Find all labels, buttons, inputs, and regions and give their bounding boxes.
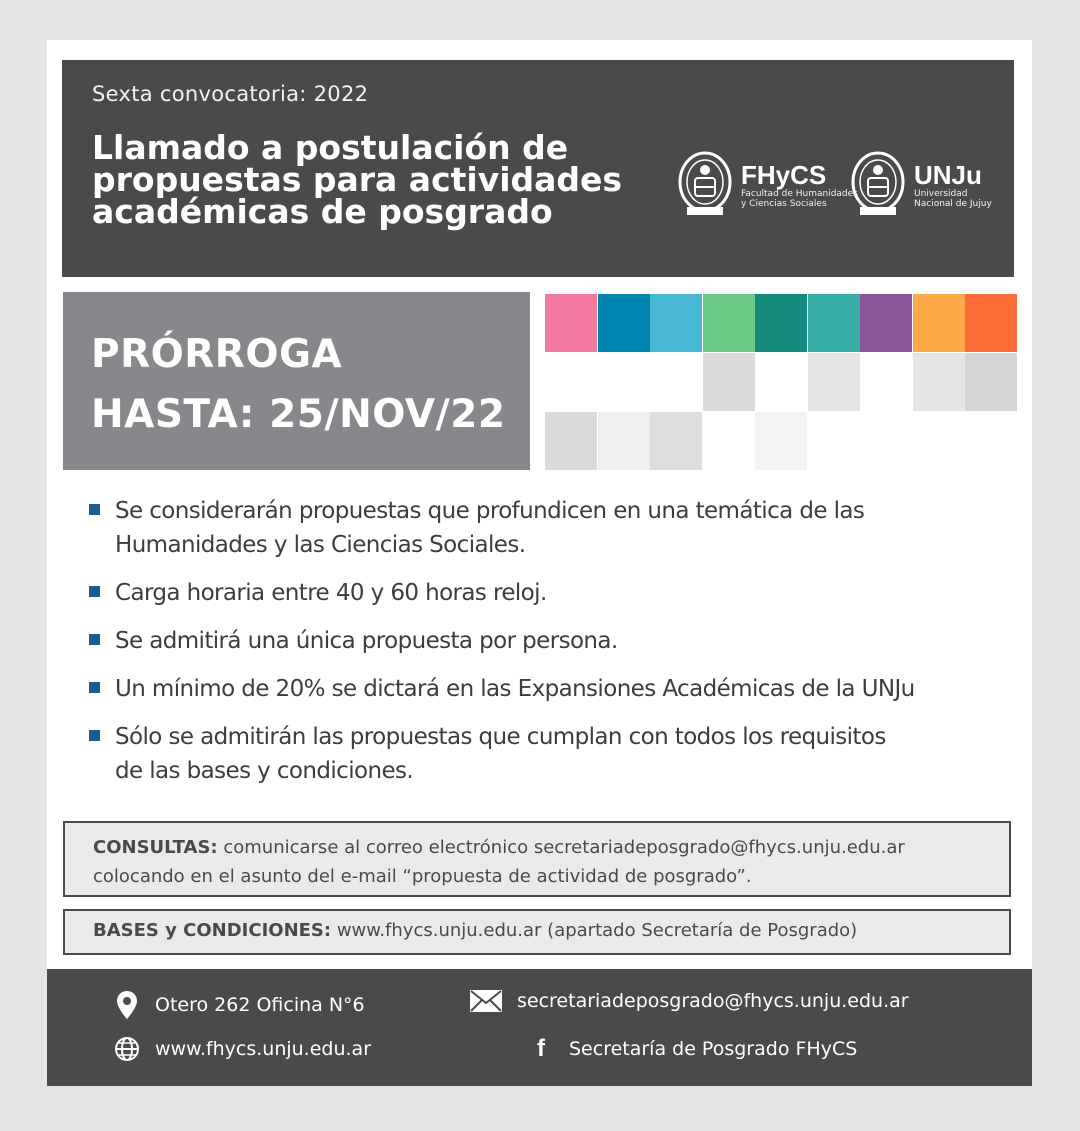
mosaic-color-tile bbox=[545, 294, 597, 352]
list-item-text: Se considerarán propuestas que profundicen en una temática de las Humanidades y las Ciencias Sociales. bbox=[115, 498, 865, 558]
mosaic-color-tile bbox=[650, 294, 702, 352]
unju-logo bbox=[850, 150, 992, 220]
mosaic-gray-tile bbox=[808, 353, 860, 411]
mosaic-gray-tile bbox=[965, 353, 1017, 411]
consultas-label: CONSULTAS: bbox=[93, 837, 218, 858]
unju-logo-subtitle: Universidad Nacional de Jujuy bbox=[914, 189, 992, 209]
mosaic-gray-tile bbox=[598, 412, 650, 470]
list-item-text: Un mínimo de 20% se dictará en las Expansiones Académicas de la UNJu bbox=[115, 676, 915, 702]
list-item bbox=[89, 624, 1009, 658]
mosaic-gray-tile bbox=[545, 412, 597, 470]
website-link[interactable]: www.fhycs.unju.edu.ar bbox=[155, 1038, 372, 1060]
envelope-icon bbox=[469, 987, 503, 1015]
list-item bbox=[89, 720, 1009, 788]
mosaic-gray-tile bbox=[755, 412, 807, 470]
mosaic-color-tile bbox=[598, 294, 650, 352]
list-item-text: Sólo se admitirán las propuestas que cumplan con todos los requisitos de las bases y condiciones. bbox=[115, 724, 886, 784]
unju-logo-name: UNJu bbox=[914, 160, 982, 190]
bullet-square-icon bbox=[89, 504, 100, 515]
mosaic-gray-tile bbox=[703, 353, 755, 411]
deadline-extension-block bbox=[63, 292, 530, 470]
decorative-mosaic bbox=[545, 294, 1015, 470]
globe-icon bbox=[113, 1035, 141, 1063]
location-pin-icon bbox=[113, 991, 141, 1019]
footer-address bbox=[113, 991, 365, 1019]
mosaic-color-tile bbox=[965, 294, 1017, 352]
bullet-square-icon bbox=[89, 682, 100, 693]
fhycs-logo bbox=[677, 150, 858, 220]
bases-text: www.fhycs.unju.edu.ar (apartado Secretaría de Posgrado) bbox=[331, 920, 858, 941]
header-banner bbox=[62, 60, 1014, 277]
address-text: Otero 262 Oficina N°6 bbox=[155, 994, 365, 1016]
list-item-text: Carga horaria entre 40 y 60 horas reloj. bbox=[115, 580, 547, 606]
bullet-square-icon bbox=[89, 586, 100, 597]
mosaic-color-tile bbox=[913, 294, 965, 352]
footer-facebook[interactable] bbox=[527, 1035, 857, 1063]
bullet-square-icon bbox=[89, 634, 100, 645]
call-edition: Sexta convocatoria: 2022 bbox=[92, 82, 369, 106]
list-item bbox=[89, 494, 1009, 562]
deadline-line-1: PRÓRROGA bbox=[91, 332, 343, 377]
mosaic-color-tile bbox=[755, 294, 807, 352]
email-link[interactable]: secretariadeposgrado@fhycs.unju.edu.ar bbox=[517, 990, 909, 1012]
fhycs-logo-subtitle: Facultad de Humanidades y Ciencias Sociales bbox=[741, 189, 858, 209]
footer-website[interactable] bbox=[113, 1035, 371, 1063]
mosaic-color-tile bbox=[808, 294, 860, 352]
poster-card bbox=[47, 40, 1032, 1086]
university-seal-icon bbox=[850, 150, 906, 220]
mosaic-gray-tile bbox=[913, 353, 965, 411]
fhycs-logo-name: FHyCS bbox=[741, 160, 827, 190]
university-seal-icon bbox=[677, 150, 733, 220]
footer-email[interactable] bbox=[469, 987, 909, 1015]
mosaic-gray-tile bbox=[650, 412, 702, 470]
consultas-text: comunicarse al correo electrónico secretariadeposgrado@fhycs.unju.edu.ar colocando en el asunto del e-mail “propuesta de actividad de posgrado”. bbox=[93, 837, 905, 887]
bullet-square-icon bbox=[89, 730, 100, 741]
mosaic-color-tile bbox=[703, 294, 755, 352]
requirements-list bbox=[89, 494, 1009, 802]
consultas-box bbox=[63, 821, 1011, 897]
bases-box bbox=[63, 909, 1011, 955]
mosaic-color-tile bbox=[860, 294, 912, 352]
bases-label: BASES y CONDICIONES: bbox=[93, 920, 332, 941]
facebook-icon: f bbox=[537, 1035, 545, 1062]
list-item bbox=[89, 672, 1009, 706]
contact-footer bbox=[47, 969, 1032, 1086]
list-item bbox=[89, 576, 1009, 610]
page-title: Llamado a postulación de propuestas para actividades académicas de posgrado bbox=[92, 128, 623, 231]
facebook-page-link[interactable]: Secretaría de Posgrado FHyCS bbox=[569, 1038, 858, 1060]
deadline-line-2: HASTA: 25/NOV/22 bbox=[91, 392, 506, 437]
list-item-text: Se admitirá una única propuesta por persona. bbox=[115, 628, 618, 654]
